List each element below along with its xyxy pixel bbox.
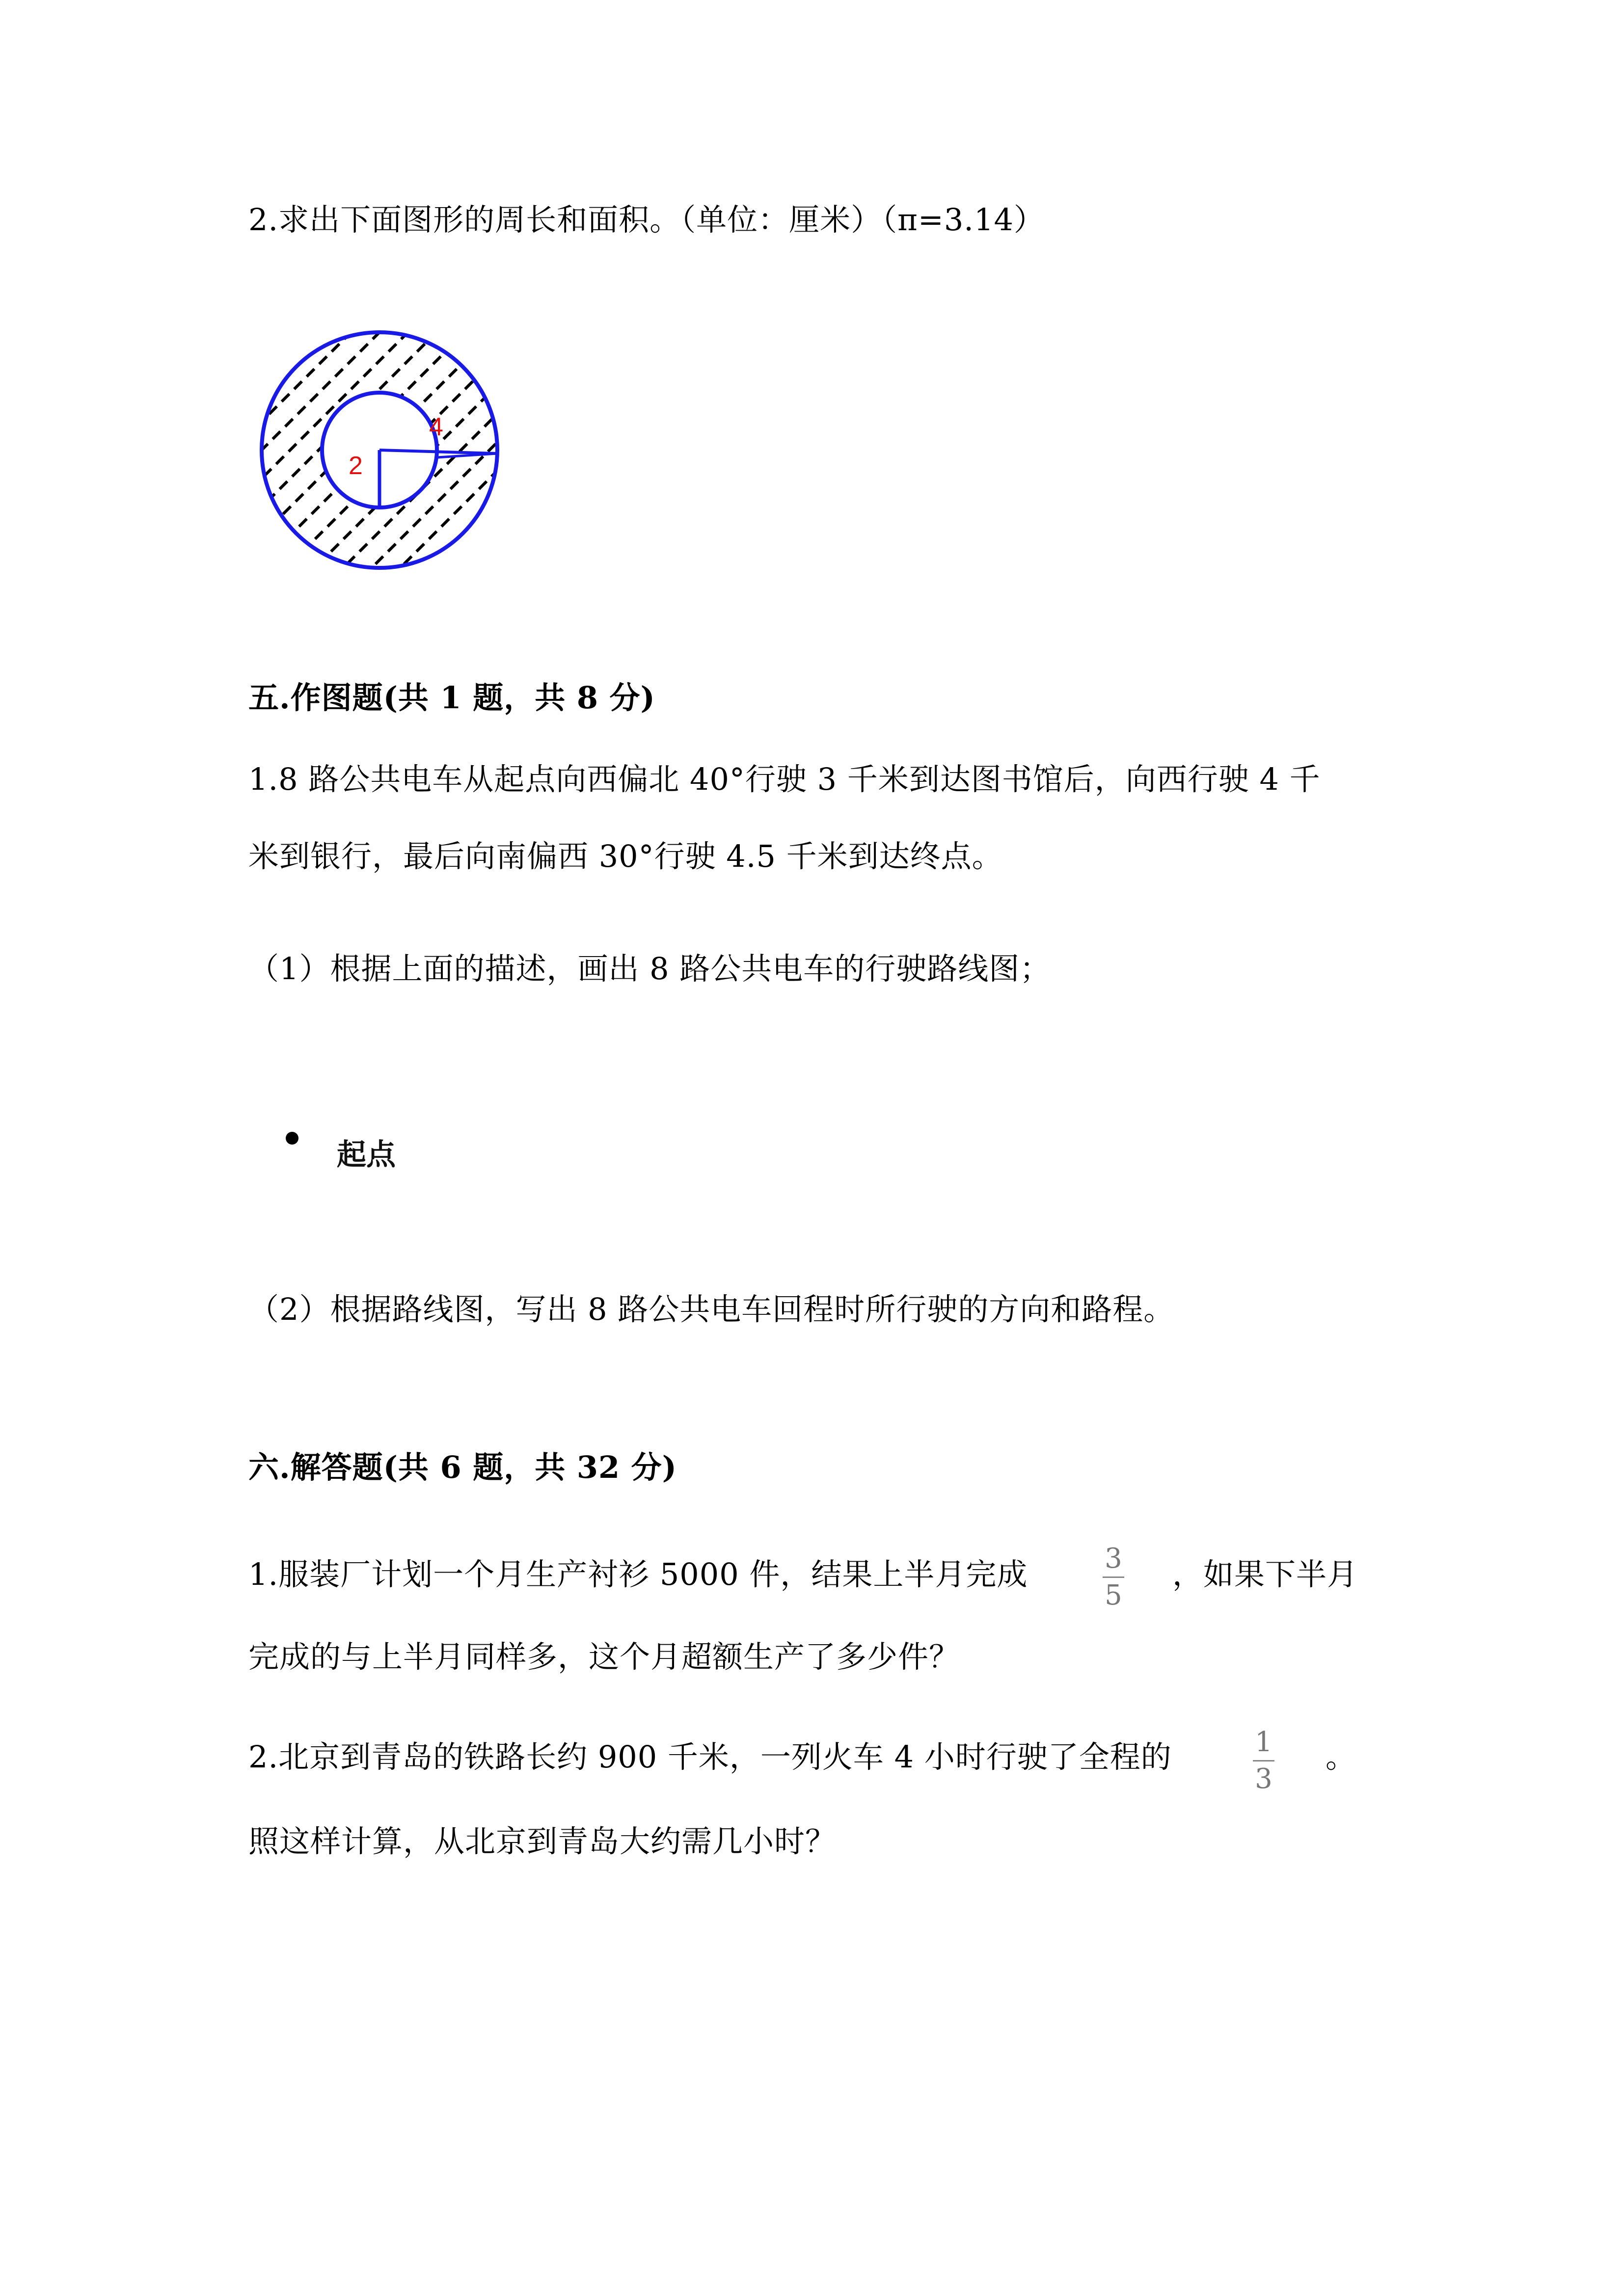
fraction-1-3 xyxy=(1249,1726,1278,1795)
fraction-numerator: 1 xyxy=(1255,1726,1272,1758)
section-6-heading: 六.解答题(共 6 题，共 32 分) xyxy=(248,1449,677,1485)
ring-width-line-upper xyxy=(379,450,497,454)
start-point-dot xyxy=(286,1132,298,1145)
fraction-bar xyxy=(1253,1760,1274,1762)
section-5-q1-line1: 1.8 路公共电车从起点向西偏北 40°行驶 3 千米到达图书馆后，向西行驶 4 千 xyxy=(248,761,1321,797)
section-6-q2-line2: 照这样计算，从北京到青岛大约需几小时？ xyxy=(248,1823,837,1859)
section-6-q1-line1a: 1.服装厂计划一个月生产衬衫 5000 件，结果上半月完成 xyxy=(248,1556,1028,1592)
fraction-denominator: 5 xyxy=(1105,1579,1122,1611)
section-6-q1-line2: 完成的与上半月同样多，这个月超额生产了多少件？ xyxy=(248,1639,960,1675)
fraction-bar xyxy=(1103,1576,1124,1578)
section-6-q2-line1a: 2.北京到青岛的铁路长约 900 千米，一列火车 4 小时行驶了全程的 xyxy=(248,1739,1172,1775)
fraction-numerator: 3 xyxy=(1105,1543,1122,1575)
annulus-svg xyxy=(255,314,511,589)
section-5-q1-line2: 米到银行，最后向南偏西 30°行驶 4.5 千米到达终点。 xyxy=(248,838,1003,874)
hatch-line xyxy=(255,314,398,589)
fraction-3-5 xyxy=(1099,1545,1128,1609)
hatch-line xyxy=(255,314,341,589)
section-6-q2-line1b: 。 xyxy=(1326,1739,1357,1775)
section-5-part2: （2）根据路线图，写出 8 路公共电车回程时所行驶的方向和路程。 xyxy=(248,1291,1175,1327)
section-5-heading: 五.作图题(共 1 题，共 8 分) xyxy=(248,680,655,716)
label-4: 4 xyxy=(429,413,443,441)
hatch-line xyxy=(255,314,312,589)
label-2: 2 xyxy=(349,452,363,480)
hatch-line xyxy=(255,314,284,589)
section-5-part1: （1）根据上面的描述，画出 8 路公共电车的行驶路线图； xyxy=(248,951,1051,987)
question-4-2-text: 2.求出下面图形的周长和面积。（单位：厘米）（π=3.14） xyxy=(248,202,1045,238)
start-point-label: 起点 xyxy=(337,1138,396,1172)
fraction-denominator: 3 xyxy=(1255,1763,1272,1795)
section-6-q1-line1b: ，如果下半月 xyxy=(1172,1556,1358,1592)
annulus-figure xyxy=(255,314,511,589)
